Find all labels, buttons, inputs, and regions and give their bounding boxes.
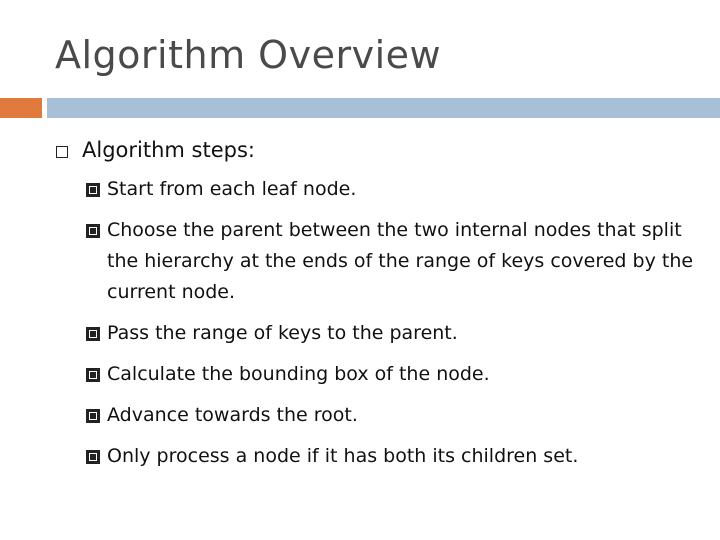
step-item [86,400,706,431]
step-item [86,215,706,308]
step-text: Advance towards the root. [107,404,358,426]
main-bullet-text: Algorithm steps: [82,138,255,162]
step-text: Only process a node if it has both its children set. [107,445,579,467]
slide-title: Algorithm Overview [55,33,442,77]
step-item [86,174,706,205]
step-item [86,441,706,472]
step-text: Start from each leaf node. [107,178,357,200]
filled-square-bullet-icon [86,409,100,423]
accent-bar-blue [47,98,720,118]
steps-list [86,174,706,482]
filled-square-bullet-icon [86,450,100,464]
step-text: Pass the range of keys to the parent. [107,322,458,344]
accent-bar-orange [0,98,42,118]
filled-square-bullet-icon [86,224,100,238]
filled-square-bullet-icon [86,183,100,197]
step-item [86,318,706,349]
filled-square-bullet-icon [86,327,100,341]
step-item [86,359,706,390]
square-bullet-icon [56,146,68,158]
filled-square-bullet-icon [86,368,100,382]
step-text: Calculate the bounding box of the node. [107,363,490,385]
step-text: Choose the parent between the two internal nodes that split the hierarchy at the ends of the range of keys covered by the current node. [107,219,694,303]
